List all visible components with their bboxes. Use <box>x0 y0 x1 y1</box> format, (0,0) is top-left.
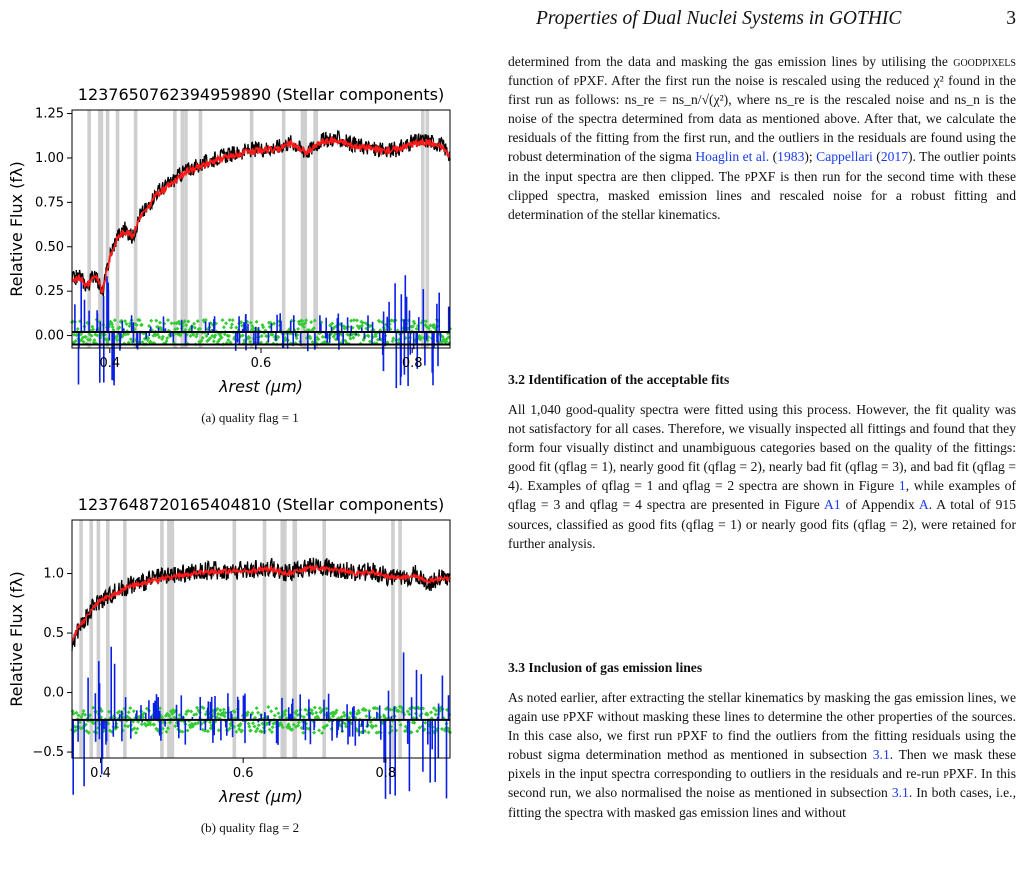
citation-hoaglin-year[interactable]: 1983 <box>777 149 805 165</box>
y-tick-label: 1.25 <box>35 106 64 122</box>
citation-cappellari[interactable]: Cappellari <box>816 149 873 165</box>
x-axis-label: λrest (μm) <box>219 787 303 806</box>
y-tick-label: 0.00 <box>35 328 64 344</box>
x-tick-label: 0.4 <box>90 766 111 781</box>
plot-title: 1237648720165404810 (Stellar components) <box>77 495 445 514</box>
y-axis-label: Relative Flux (fλ) <box>7 571 26 707</box>
section-heading-3-2: 3.2 Identification of the acceptable fits <box>508 372 730 387</box>
model-fit-line <box>72 138 450 293</box>
masked-line-band <box>184 110 188 348</box>
citation-hoaglin[interactable]: Hoaglin et al. <box>695 149 770 165</box>
figure-ref-1[interactable]: 1 <box>898 478 906 494</box>
y-tick-label: 0.5 <box>43 626 64 642</box>
x-tick-label: 0.4 <box>99 356 121 371</box>
masked-line-band <box>173 110 177 348</box>
plot-title: 1237650762394959890 (Stellar components) <box>77 85 445 104</box>
masked-line-band <box>283 520 287 758</box>
x-tick-label: 0.6 <box>232 766 254 781</box>
running-head <box>536 6 1016 36</box>
masked-line-band <box>398 520 402 758</box>
masked-line-band <box>181 110 185 348</box>
y-tick-label: 0.25 <box>35 284 64 300</box>
appendix-ref-a[interactable]: A <box>918 497 929 513</box>
page-number: 3 <box>1006 8 1016 29</box>
y-tick-label: −0.5 <box>32 745 64 761</box>
observed-spectrum-line <box>72 131 450 296</box>
y-tick-label: 0.50 <box>35 239 64 255</box>
masked-line-band <box>199 110 203 348</box>
section-heading-3-3: 3.3 Inclusion of gas emission lines <box>508 660 703 675</box>
running-title: Properties of Dual Nuclei Systems in GOTHIC <box>536 8 902 29</box>
section-3-3-paragraph: As noted earlier, after extracting the stellar kinematics by masking the gas emission lines, we again use pPXF without masking these lines to determine the other properties of the sources. In this case also, we first run pPXF to find the outliers from the fitting residuals using the robust sigma determination method as mentioned in subsection 3.1. Then we mask these pixels in the input spectra corresponding to outliers in the residuals and re-run pPXF. In this second run, we also normalised the noise as mentioned in subsection 3.1. In both cases, i.e., fitting the spectra with masked gas emission lines and without <box>508 690 1017 820</box>
x-tick-label: 0.8 <box>375 766 397 781</box>
spectrum-plot-b <box>0 480 500 810</box>
x-axis-label: λrest (μm) <box>219 377 303 396</box>
goodpixels-term: goodpixels <box>953 54 1016 69</box>
masked-line-band <box>294 520 298 758</box>
x-tick-label: 0.6 <box>250 356 272 371</box>
y-tick-label: 1.00 <box>35 150 64 166</box>
subsection-ref-3-1-b[interactable]: 3.1 <box>891 785 909 801</box>
masked-line-band <box>100 110 104 348</box>
x-tick-label: 0.8 <box>401 356 423 371</box>
figure-caption-b: (b) quality flag = 2 <box>200 820 300 835</box>
figure-ref-a1[interactable]: A1 <box>824 497 841 513</box>
y-tick-label: 0.0 <box>43 685 64 701</box>
y-tick-label: 0.75 <box>35 195 64 211</box>
y-tick-label: 1.0 <box>43 566 64 582</box>
figure-caption-a: (a) quality flag = 1 <box>201 410 299 425</box>
masked-line-band <box>303 110 307 348</box>
intro-paragraph: determined from the data and masking the gas emission lines by utilising the goodpixels function of pPXF. After the first run the noise is rescaled using the reduced χ² found in the first run as follows: ns_re = ns_n/√(χ²), where ns_re is the rescaled noise and ns_n is the noise of the spectra determined from data as mentioned above. After that, we calculate the residuals of the fitting from the first run, and the outliers in the residuals are found using the robust determination of the sigma Hoaglin et al. (1983); Cappellari (2017). The outlier points in the input spectra are then clipped. The pPXF is then run for the second time with these clipped spectra, masked emission lines and rescaled noise for a robust fitting and determination of the stellar kinematics. <box>508 54 1017 222</box>
citation-cappellari-year[interactable]: 2017 <box>880 149 908 165</box>
section-3-2-paragraph: All 1,040 good-quality spectra were fitted using this process. However, the fit quality was not satisfactory for all cases. Therefore, we visually inspected all fittings and found that they form four visually distinct and unambiguous categories based on the quality of the fittings: good fit (qflag = 1), nearly good fit (qflag = 2), nearly bad fit (qflag = 3), and bad fit (qflag = 4). Examples of qflag = 1 and qflag = 2 spectra are shown in Figure 1, while examples of qflag = 3 and qflag = 4 spectra are presented in Figure A1 of Appendix A. A total of 915 sources, classified as good fits (qflag = 1) or nearly good fits (qflag = 2), were retained for further analysis. <box>508 402 1016 551</box>
subsection-ref-3-1[interactable]: 3.1 <box>872 747 890 763</box>
spectrum-plot-a <box>0 70 500 400</box>
masked-line-band <box>322 520 326 758</box>
y-axis-label: Relative Flux (fλ) <box>7 161 26 297</box>
